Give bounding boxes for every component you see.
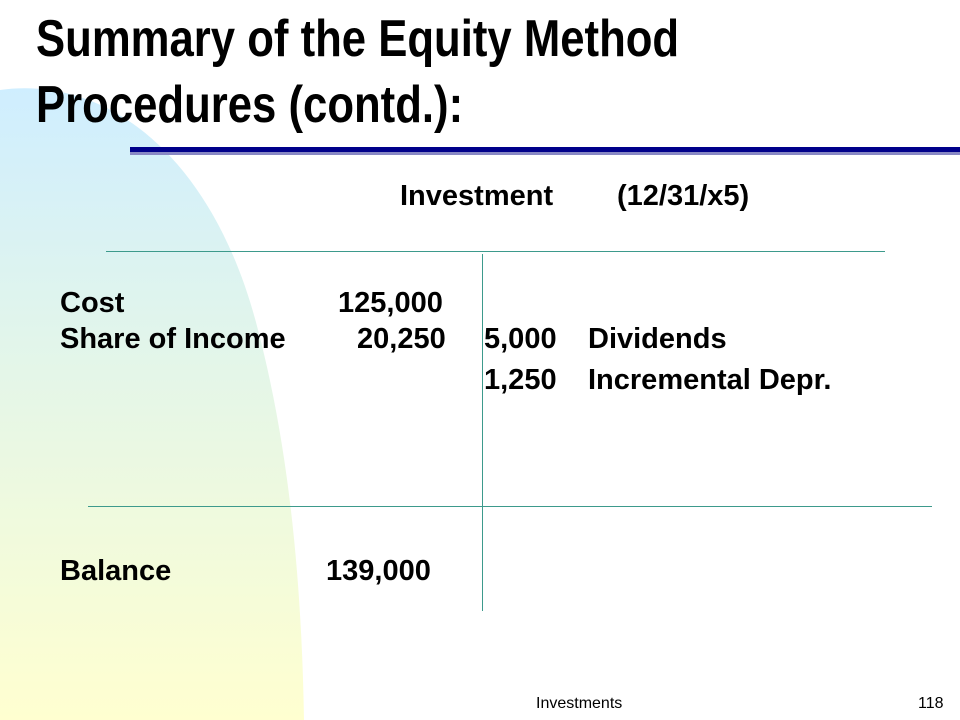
row-income-label: Share of Income	[60, 323, 286, 355]
slide-title-line-2: Procedures (contd.):	[36, 76, 464, 134]
page-number: 118	[918, 695, 944, 712]
footer-label: Investments	[536, 695, 623, 712]
row-cost-label: Cost	[60, 287, 125, 319]
row-depr-label: Incremental Depr.	[588, 364, 832, 396]
account-balance-line	[88, 506, 932, 507]
slide-title-line-1: Summary of the Equity Method	[36, 10, 680, 68]
account-top-line	[106, 251, 885, 252]
account-heading-date: (12/31/x5)	[617, 180, 750, 212]
row-depr-credit: 1,250	[484, 364, 557, 396]
slide-title	[36, 6, 679, 138]
balance-value: 139,000	[326, 555, 431, 587]
title-underline-shadow	[130, 152, 960, 155]
balance-label: Balance	[60, 555, 172, 587]
row-cost-debit: 125,000	[338, 287, 443, 319]
row-income-debit: 20,250	[357, 323, 446, 355]
account-heading-name: Investment	[400, 180, 554, 212]
row-dividends-label: Dividends	[588, 323, 727, 355]
account-vertical-line	[482, 254, 483, 611]
row-dividends-credit: 5,000	[484, 323, 557, 355]
